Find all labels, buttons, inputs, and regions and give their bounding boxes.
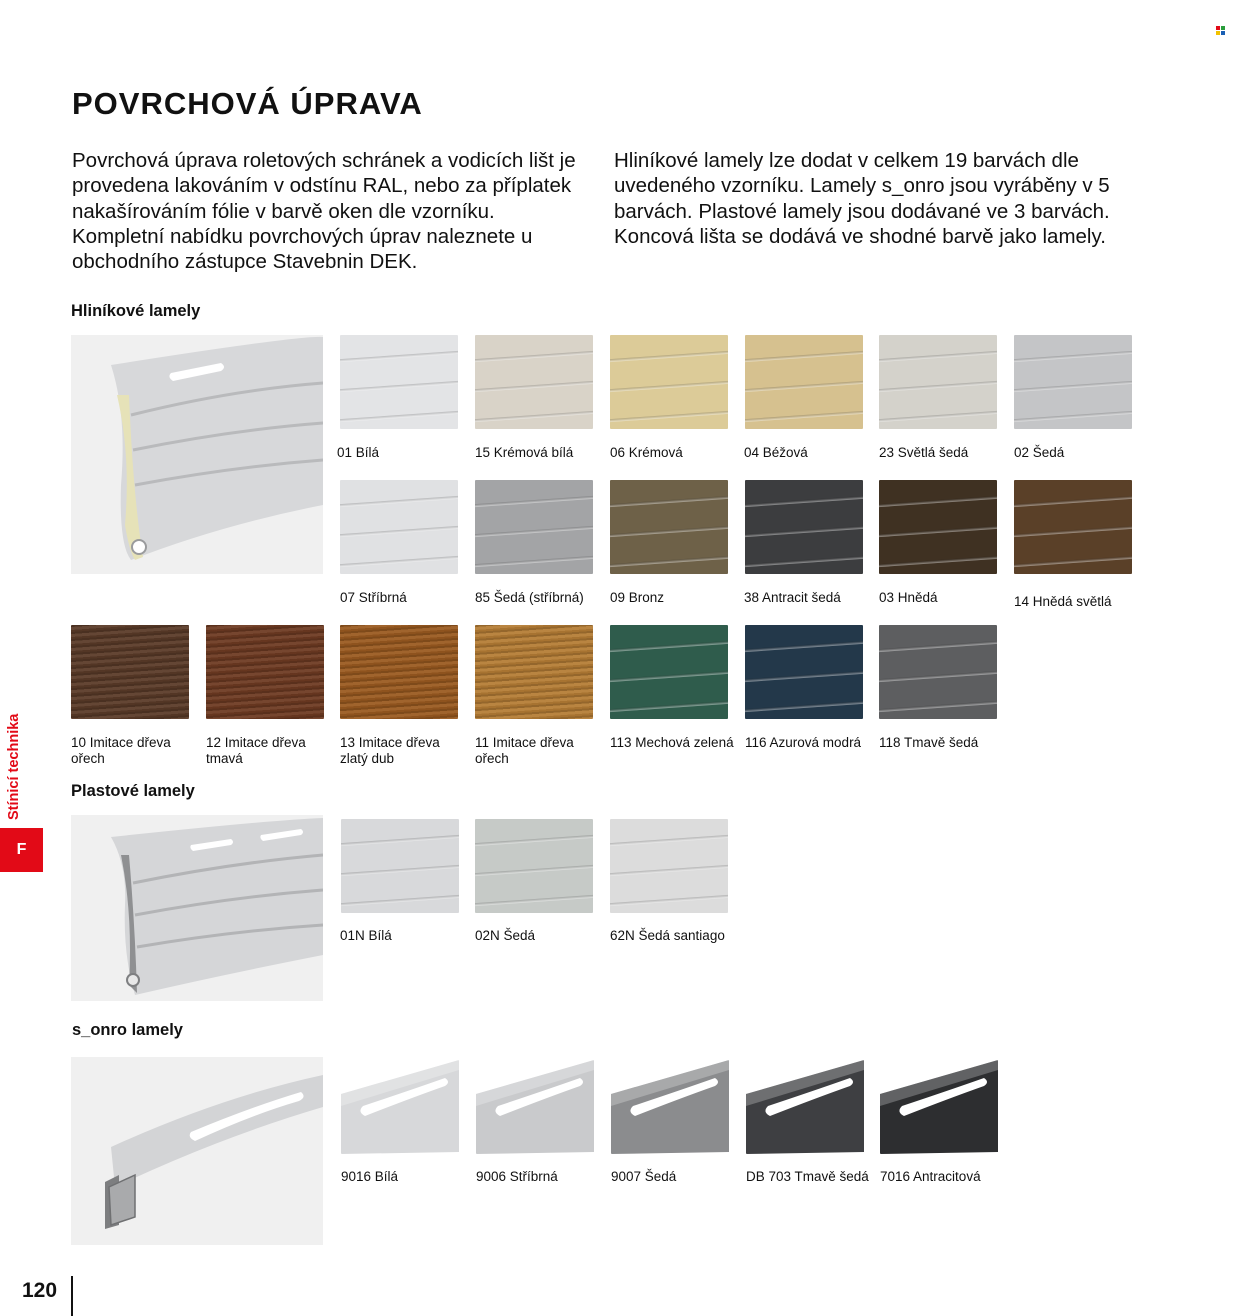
swatch-fill [341, 1060, 459, 1154]
swatch-fill [879, 625, 997, 719]
lamella-groove [879, 351, 997, 362]
swatch-aluminium [879, 625, 997, 719]
lamella-groove [610, 835, 728, 846]
swatch-fill [340, 335, 458, 429]
lamella-groove [475, 411, 593, 422]
lamella-groove [879, 496, 997, 507]
page-number: 120 [22, 1279, 58, 1302]
lamella-groove [879, 701, 997, 712]
lamella-groove [610, 381, 728, 392]
swatch-label: 02 Šedá [1014, 445, 1065, 460]
lamella-groove [610, 556, 728, 567]
swatch-label: 9016 Bílá [341, 1169, 399, 1184]
swatch-label: 02N Šedá [475, 928, 536, 943]
swatch-sonro [880, 1060, 998, 1154]
swatch-fill [206, 625, 324, 719]
lamella-groove [879, 641, 997, 652]
swatch-label: 23 Světlá šedá [879, 445, 969, 460]
swatch-label: 14 Hnědá světlá [1014, 594, 1112, 609]
swatch-aluminium [610, 480, 728, 574]
lamella-groove [610, 895, 728, 906]
lamella-groove [475, 496, 593, 507]
sonro-lamella-shape [880, 1060, 998, 1154]
swatch-label: 38 Antracit šedá [744, 590, 841, 605]
swatch-fill [611, 1060, 729, 1154]
page-number-divider [71, 1276, 73, 1316]
lamella-groove [610, 496, 728, 507]
swatch-plastic [341, 819, 459, 913]
lamella-groove [1014, 526, 1132, 537]
lamella-groove [340, 381, 458, 392]
lamella-groove [745, 701, 863, 712]
swatch-label: 09 Bronz [610, 590, 665, 605]
swatch-fill [476, 1060, 594, 1154]
lamella-groove [340, 556, 458, 567]
swatch-label: 7016 Antracitová [880, 1169, 981, 1184]
swatch-label: 15 Krémová bílá [475, 445, 574, 460]
swatch-aluminium [340, 625, 458, 719]
swatch-sonro [746, 1060, 864, 1154]
swatch-aluminium [340, 335, 458, 429]
swatch-fill [745, 335, 863, 429]
swatch-label: 01N Bílá [340, 928, 392, 943]
lamella-groove [340, 496, 458, 507]
swatch-sonro [341, 1060, 459, 1154]
lamella-groove [475, 556, 593, 567]
swatch-sonro [476, 1060, 594, 1154]
swatch-label: 06 Krémová [610, 445, 683, 460]
lamella-groove [475, 381, 593, 392]
swatch-label: DB 703 Tmavě šedá [746, 1169, 869, 1184]
intro-left-paragraph: Povrchová úprava roletových schránek a vodicích lišt je provedena lakováním v odstínu RAL, nebo za příplatek nakašírováním fólie v barvě oken dle vzorníku. Kompletní nabídku povrchových úprav naleznete u obchodního zástupce Stavebnin DEK. [72, 149, 576, 274]
swatch-fill [71, 625, 189, 719]
swatch-fill [879, 335, 997, 429]
lamella-groove [340, 526, 458, 537]
swatch-aluminium [475, 335, 593, 429]
swatch-fill [610, 625, 728, 719]
side-section-label: Stínicí technika [6, 713, 22, 820]
lamella-groove [341, 835, 459, 846]
swatch-aluminium [879, 335, 997, 429]
swatch-fill [340, 625, 458, 719]
sonro-lamella-shape [611, 1060, 729, 1154]
lamella-groove [879, 411, 997, 422]
lamella-groove [1014, 351, 1132, 362]
swatch-aluminium [1014, 335, 1132, 429]
swatch-label: 12 Imitace dřeva tmavá [206, 735, 306, 766]
swatch-fill [879, 480, 997, 574]
section-sonro-heading: s_onro lamely [72, 1021, 183, 1039]
swatch-label: 11 Imitace dřeva ořech [475, 735, 574, 766]
swatch-label: 85 Šedá (stříbrná) [475, 590, 584, 605]
swatch-label: 116 Azurová modrá [745, 735, 862, 750]
side-section-tab: F [0, 828, 43, 872]
swatch-fill [341, 819, 459, 913]
swatch-label: 03 Hnědá [879, 590, 938, 605]
swatch-label: 62N Šedá santiago [610, 928, 725, 943]
lamella-groove [745, 526, 863, 537]
sonro-profile-image [71, 1057, 323, 1245]
lamella-groove [610, 526, 728, 537]
swatch-fill [610, 480, 728, 574]
swatch-fill [475, 480, 593, 574]
swatch-aluminium [1014, 480, 1132, 574]
intro-right-paragraph: Hliníkové lamely lze dodat v celkem 19 barvách dle uvedeného vzorníku. Lamely s_onro jsou vyráběny v 5 barvách. Plastové lamely jsou dodávané ve 3 barvách. Koncová lišta se dodává ve shodné barvě jako lamely. [614, 149, 1110, 248]
corner-logo [1216, 26, 1225, 35]
lamella-groove [475, 835, 593, 846]
swatch-aluminium [71, 625, 189, 719]
sonro-lamella-shape [341, 1060, 459, 1154]
lamella-groove [340, 411, 458, 422]
swatch-fill [1014, 335, 1132, 429]
swatch-label: 13 Imitace dřeva zlatý dub [340, 735, 440, 766]
swatch-plastic [610, 819, 728, 913]
lamella-groove [1014, 556, 1132, 567]
lamella-groove [879, 381, 997, 392]
swatch-label: 118 Tmavě šedá [879, 735, 979, 750]
swatch-fill [340, 480, 458, 574]
sonro-lamella-shape [746, 1060, 864, 1154]
swatch-fill [475, 819, 593, 913]
section-plastic-heading: Plastové lamely [71, 782, 195, 800]
swatch-aluminium [610, 625, 728, 719]
swatch-fill [475, 335, 593, 429]
lamella-groove [745, 641, 863, 652]
swatch-aluminium [879, 480, 997, 574]
plastic-profile-image [71, 815, 323, 1001]
swatch-aluminium [610, 335, 728, 429]
swatch-aluminium [745, 625, 863, 719]
swatch-aluminium [206, 625, 324, 719]
swatch-fill [745, 625, 863, 719]
lamella-groove [879, 671, 997, 682]
swatch-plastic [475, 819, 593, 913]
swatch-aluminium [475, 480, 593, 574]
page-title: POVRCHOVÁ ÚPRAVA [72, 86, 423, 121]
swatch-fill [880, 1060, 998, 1154]
swatch-fill [745, 480, 863, 574]
lamella-groove [1014, 381, 1132, 392]
lamella-groove [745, 496, 863, 507]
lamella-groove [745, 556, 863, 567]
lamella-groove [879, 556, 997, 567]
swatch-aluminium [745, 480, 863, 574]
swatch-aluminium [745, 335, 863, 429]
lamella-groove [610, 865, 728, 876]
lamella-groove [610, 641, 728, 652]
swatch-fill [610, 819, 728, 913]
lamella-groove [745, 411, 863, 422]
swatch-aluminium [475, 625, 593, 719]
lamella-groove [475, 526, 593, 537]
swatch-sonro [611, 1060, 729, 1154]
lamella-groove [879, 526, 997, 537]
swatch-fill [746, 1060, 864, 1154]
section-aluminium-heading: Hliníkové lamely [71, 302, 201, 320]
swatch-aluminium [340, 480, 458, 574]
lamella-groove [745, 381, 863, 392]
lamella-groove [1014, 496, 1132, 507]
swatch-fill [475, 625, 593, 719]
swatch-label: 10 Imitace dřeva ořech [71, 735, 171, 766]
aluminium-profile-image [71, 335, 323, 574]
lamella-groove [475, 351, 593, 362]
swatch-fill [1014, 480, 1132, 574]
swatch-label: 04 Béžová [744, 445, 808, 460]
lamella-groove [610, 671, 728, 682]
lamella-groove [1014, 411, 1132, 422]
lamella-groove [745, 351, 863, 362]
lamella-groove [610, 411, 728, 422]
swatch-label: 01 Bílá [337, 445, 380, 460]
lamella-groove [745, 671, 863, 682]
lamella-groove [340, 351, 458, 362]
lamella-groove [475, 895, 593, 906]
swatch-label: 07 Stříbrná [340, 590, 407, 605]
lamella-groove [341, 895, 459, 906]
lamella-groove [610, 351, 728, 362]
swatch-label: 9006 Stříbrná [476, 1169, 558, 1184]
swatch-fill [610, 335, 728, 429]
swatch-label: 113 Mechová zelená [610, 735, 734, 750]
lamella-groove [610, 701, 728, 712]
swatch-label: 9007 Šedá [611, 1169, 677, 1184]
sonro-lamella-shape [476, 1060, 594, 1154]
lamella-groove [475, 865, 593, 876]
lamella-groove [341, 865, 459, 876]
